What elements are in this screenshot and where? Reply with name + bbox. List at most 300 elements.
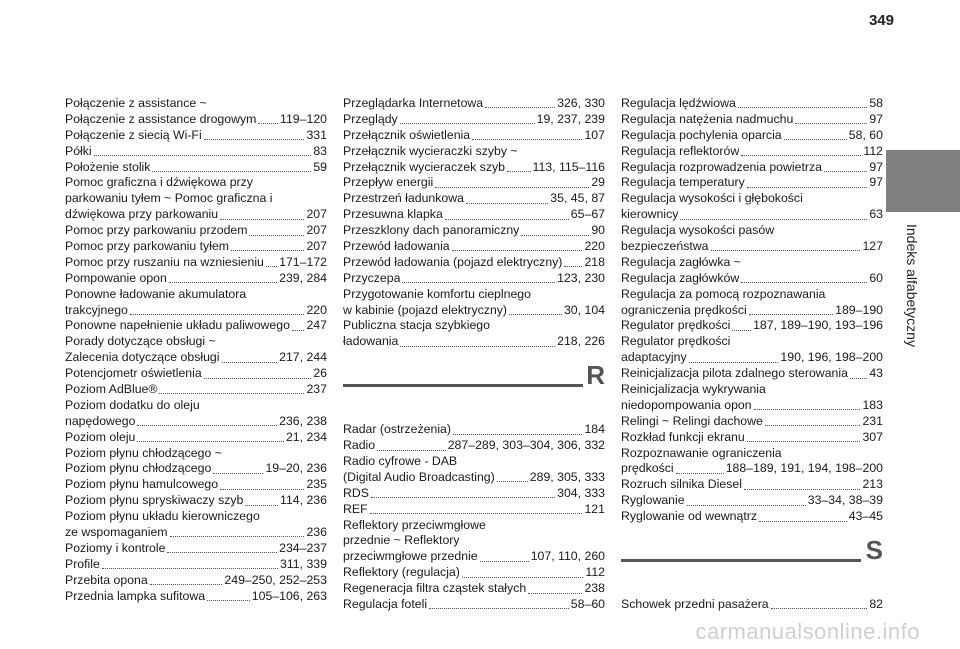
index-entry-line: Porady dotyczące obsługi ~ [65,334,216,349]
entry-pages: 238 [584,581,605,596]
entry-pages: 183 [862,397,883,412]
entry-term: Regulacja zagłówków [621,270,740,285]
index-entry [65,255,327,271]
section-rule [621,559,861,562]
entry-term: Przepływ energii [343,175,434,190]
entry-term: Przeszklony dach panoramiczny [343,223,520,238]
entry-term: Poziomy i kontrole [65,540,166,555]
dot-leader [564,265,582,267]
entry-term: Reflektory (regulacja) [343,565,460,580]
entry-pages: 21, 234 [285,429,327,444]
index-entry-line: parkowaniu tyłem ~ Pomoc graficzna i [65,191,273,206]
index-entry-line: Ponowne ładowanie akumulatora [65,286,247,301]
entry-pages: 187, 189–190, 193–196 [753,318,883,333]
index-entry-line: przednie ~ Reflektory [343,533,460,548]
entry-pages: 304, 333 [557,485,605,500]
entry-term: Regulacja temperatury [621,175,745,190]
entry-pages: 43 [869,366,883,381]
index-entry-line: Regulacja wysokości pasów [621,223,775,238]
index-entry [343,502,605,518]
index-entry [343,128,605,144]
entry-pages: 123, 230 [557,270,605,285]
index-entry [65,144,327,160]
index-column-2 [343,96,605,613]
index-entries-s [621,597,883,613]
index-entry [343,175,605,191]
entry-pages: 82 [869,597,883,612]
index-entry [343,581,605,597]
entry-term: Relingi ~ Relingi dachowe [621,413,763,428]
dot-leader [231,249,304,251]
dot-leader [445,218,569,220]
dot-leader [747,440,861,442]
dot-leader [480,560,529,562]
entry-term: Ponowne napełnienie układu paliwowego [65,318,290,333]
index-entry [65,303,327,319]
dot-leader [744,488,861,490]
index-entry [343,223,605,239]
dot-leader [452,249,583,251]
dot-leader [152,170,311,172]
index-entry-line: Pomoc graficzna i dźwiękowa przy [65,175,253,190]
entry-term: Ryglowanie od wewnątrz [621,509,758,524]
entry-term: Przewód ładowania [343,239,450,254]
dot-leader [204,377,312,379]
dot-leader [509,313,562,315]
dot-leader [94,154,312,156]
index-entry-line: Radio cyfrowe - DAB [343,454,458,469]
index-entry [343,303,605,319]
index-entry [65,112,327,128]
index-entry [343,549,605,565]
entry-term: Przełącznik oświetlenia [343,127,471,142]
section-letter: S [865,535,883,566]
entry-pages: 207 [306,223,327,238]
index-entry [621,128,883,144]
entry-pages: 239, 284 [279,270,327,285]
entry-term: Radar (ostrzeżenia) [343,422,451,437]
entry-pages: 43–45 [848,509,883,524]
entry-term: Połączenie z assistance drogowym [65,111,257,126]
index-entry-line: Połączenie z assistance ~ [65,96,207,110]
entry-pages: 63 [869,207,883,222]
index-entry [343,334,605,350]
dot-leader [371,496,555,498]
entry-term: Potencjometr oświetlenia [65,366,202,381]
index-entry [343,565,605,581]
entry-term: Położenie stolik [65,159,151,174]
side-tab-label: Indeks alfabetyczny [904,224,920,347]
dot-leader [102,567,278,569]
entry-term: Reinicjalizacja pilota zdalnego sterowania [621,366,848,381]
index-entry [65,318,327,334]
dot-leader [402,281,555,283]
entry-term: Regulacja lędźwiowa [621,96,736,110]
entry-term: w kabinie (pojazd elektryczny) [343,302,508,317]
entry-term: prędkości [621,461,674,476]
entry-pages: 247 [306,318,327,333]
entry-pages: 112 [863,143,883,158]
dot-leader [824,170,867,172]
dot-leader [213,472,263,474]
dot-leader [747,186,868,188]
index-entry [621,366,883,382]
entry-pages: 113, 115–116 [532,159,605,174]
dot-leader [784,138,847,140]
index-entry [65,477,327,493]
dot-leader [159,392,304,394]
entry-term: napędowego [65,413,136,428]
entry-term: Ryglowanie [621,493,685,508]
entry-term: Przebita opona [65,572,148,587]
entry-term: ze wspomaganiem [65,525,168,540]
entry-term: Poziom płynu chłodzącego [65,461,212,476]
dot-leader [795,122,867,124]
index-entry [343,239,605,255]
index-entry-line: Regulacja za pomocą rozpoznawania [621,286,826,301]
index-entry-line: Regulacja wysokości i głębokości [621,191,803,206]
index-entry [65,223,327,239]
index-entry [621,144,883,160]
index-entry-line: Reflektory przeciwmgłowe [343,517,486,532]
dot-leader [759,520,847,522]
entry-pages: 58, 60 [848,127,883,142]
dot-leader [169,281,277,283]
entry-term: Przewód ładowania (pojazd elektryczny) [343,254,563,269]
dot-leader [167,551,277,553]
dot-leader [689,361,779,363]
index-entry [621,112,883,128]
dot-leader [771,607,868,609]
entry-pages: 119–120 [280,111,327,126]
entry-pages: 287–289, 303–304, 306, 332 [447,438,605,453]
entry-pages: 114, 236 [280,493,327,508]
index-entry [65,541,327,557]
dot-leader [521,234,589,236]
entry-term: Poziom AdBlue® [65,382,158,397]
entry-term: Poziom płynu hamulcowego [65,477,219,492]
index-entry-line: Poziom płynu układu kierowniczego [65,509,260,524]
index-entry [621,509,883,525]
entry-term: Profile [65,556,100,571]
entry-term: Przeglądy [343,111,398,126]
index-entry [343,160,605,176]
entry-term: Pompowanie opon [65,270,167,285]
index-entry-line: Reinicjalizacja wykrywania [621,382,766,397]
dot-leader [429,607,569,609]
entry-term: Regulator prędkości [621,318,731,333]
entry-term: Przeglądarka Internetowa [343,96,484,110]
entry-pages: 29 [591,175,605,190]
entry-pages: 26 [313,366,327,381]
dot-leader [472,138,582,140]
entry-term: Pomoc przy parkowaniu tyłem [65,239,230,254]
dot-leader [528,592,582,594]
dot-leader [400,122,535,124]
dot-leader [292,329,305,331]
entry-pages: 289, 305, 333 [529,469,605,484]
entry-pages: 19–20, 236 [265,461,327,476]
index-entry [621,350,883,366]
index-entry [65,366,327,382]
entry-pages: 59 [313,159,327,174]
index-entry-line: Regulacja zagłówka ~ [621,254,741,269]
entry-pages: 311, 339 [280,556,327,571]
index-entry [65,160,327,176]
index-entry [65,461,327,477]
dot-leader [485,106,555,108]
entry-pages: 235 [306,477,327,492]
entry-term: Rozkład funkcji ekranu [621,429,745,444]
index-entry [621,96,883,112]
dot-leader [400,345,555,347]
entry-term: Półki [65,143,92,158]
dot-leader [220,488,304,490]
dot-leader [749,313,833,315]
entry-pages: 236 [306,525,327,540]
entry-pages: 97 [869,159,883,174]
index-entry-line: Przełącznik wycieraczki szyby ~ [343,143,518,158]
index-entries-r-continued [621,96,883,525]
entry-pages: 218 [584,254,605,269]
index-entry [343,486,605,502]
entry-term: przeciwmgłowe przednie [343,549,478,564]
entry-pages: 58 [869,96,883,110]
entry-pages: 83 [313,143,327,158]
entry-pages: 65–67 [570,207,605,222]
entry-term: niedopompowania opon [621,397,752,412]
entry-term: Przyczepa [343,270,401,285]
dot-leader [222,361,278,363]
index-entry [343,255,605,271]
index-entry [65,271,327,287]
entry-pages: 237 [306,382,327,397]
dot-leader [204,138,305,140]
index-column-1 [65,96,327,605]
entry-pages: 97 [869,111,883,126]
index-entry [343,112,605,128]
dot-leader [370,512,583,514]
index-entry [621,398,883,414]
entry-pages: 90 [591,223,605,238]
index-entry [65,350,327,366]
entry-pages: 60 [869,270,883,285]
entry-pages: 30, 104 [563,302,605,317]
entry-pages: 207 [306,207,327,222]
entry-term: (Digital Audio Broadcasting) [343,469,495,484]
dot-leader [765,424,861,426]
entry-term: kierownicy [621,207,679,222]
entry-term: Przednia lampka sufitowa [65,588,206,603]
entry-term: Poziom płynu spryskiwaczy szyb [65,493,244,508]
index-entry [343,597,605,613]
entry-term: Schowek przedni pasażera [621,597,769,612]
dot-leader [435,186,589,188]
dot-leader [507,170,531,172]
entry-pages: 307 [862,429,883,444]
entry-term: RDS [343,485,369,500]
dot-leader [137,440,284,442]
entry-pages: 218, 226 [557,334,605,349]
dot-leader [738,106,867,108]
entry-term: Pomoc przy ruszaniu na wzniesieniu [65,254,264,269]
entry-term: Regulacja reflektorów [621,143,740,158]
entry-pages: 220 [584,239,605,254]
index-entry [621,430,883,446]
entry-pages: 171–172 [279,254,327,269]
index-entry [65,573,327,589]
entry-pages: 112 [585,565,605,580]
dot-leader [850,377,867,379]
index-entry [65,493,327,509]
index-entries-r [343,422,605,613]
index-entry [65,557,327,573]
dot-leader [680,218,867,220]
entry-term: Regulacja natężenia nadmuchu [621,111,794,126]
index-entry-line: Regulator prędkości [621,334,731,349]
dot-leader [207,599,250,601]
index-entry [65,382,327,398]
index-entry [343,207,605,223]
index-entry [621,493,883,509]
index-entry-line: Rozpoznawanie ograniczenia [621,445,782,460]
entry-pages: 220 [306,302,327,317]
index-entry [343,470,605,486]
section-letter: R [586,360,605,391]
index-entry-line: Przygotowanie komfortu cieplnego [343,286,531,301]
dot-leader [150,583,223,585]
index-entry-line: Poziom dodatku do oleju [65,397,200,412]
dot-leader [741,154,861,156]
entry-pages: 35, 45, 87 [550,191,605,206]
entry-term: Radio [343,438,376,453]
dot-leader [676,472,724,474]
entry-term: Poziom oleju [65,429,136,444]
entry-pages: 207 [306,239,327,254]
dot-leader [258,122,278,124]
entry-pages: 189–190 [835,302,883,317]
index-entry [343,438,605,454]
dot-leader [245,504,278,506]
index-entry [621,477,883,493]
dot-leader [497,480,528,482]
entry-term: ograniczenia prędkości [621,302,747,317]
index-entry [65,525,327,541]
entry-term: trakcyjnego [65,302,128,317]
index-entry [65,128,327,144]
entry-pages: 121 [584,501,605,516]
index-entry-line: Publiczna stacja szybkiego [343,318,490,333]
entry-pages: 249–250, 252–253 [224,572,327,587]
index-entry [65,239,327,255]
dot-leader [137,424,277,426]
entry-term: Przełącznik wycieraczek szyb [343,159,505,174]
dot-leader [377,449,446,451]
entry-term: Przestrzeń ładunkowa [343,191,464,206]
section-header-s [621,535,883,579]
dot-leader [732,329,751,331]
entry-term: Przesuwna klapka [343,207,443,222]
entry-pages: 33–34, 38–39 [807,493,883,508]
entry-pages: 234–237 [279,540,327,555]
index-entry [621,160,883,176]
entry-pages: 105–106, 263 [251,588,327,603]
entry-pages: 127 [862,239,883,254]
index-entry [621,303,883,319]
dot-leader [462,576,584,578]
entry-pages: 184 [584,422,605,437]
watermark: carmanualsonline.info [695,619,920,644]
dot-leader [266,265,277,267]
entry-term: Regulacja pochylenia oparcia [621,127,782,142]
entry-term: Regulacja rozprowadzenia powietrza [621,159,822,174]
entry-term: bezpieczeństwa [621,239,709,254]
entry-pages: 217, 244 [279,350,327,365]
index-entry [621,175,883,191]
entry-term: ładowania [343,334,399,349]
entry-pages: 331 [306,127,327,142]
dot-leader [687,504,806,506]
index-entry [343,191,605,207]
index-entry [621,597,883,613]
entry-pages: 188–189, 191, 194, 198–200 [725,461,883,476]
entry-term: Regulacja foteli [343,597,428,612]
dot-leader [130,313,305,315]
index-entry-line: Poziom płynu chłodzącego ~ [65,445,222,460]
entry-term: Zalecenia dotyczące obsługi [65,350,220,365]
entry-term: Rozruch silnika Diesel [621,477,742,492]
index-entry [65,430,327,446]
index-entry [65,414,327,430]
entry-pages: 107, 110, 260 [530,549,605,564]
section-header-r [343,360,605,404]
entry-pages: 236, 238 [279,413,327,428]
index-entry [343,422,605,438]
page-number: 349 [868,12,894,29]
index-entry [621,239,883,255]
index-entry [65,207,327,223]
entry-pages: 97 [869,175,883,190]
index-entry [65,589,327,605]
entry-term: Połączenie z siecią Wi-Fi [65,127,202,142]
entry-term: Regeneracja filtra cząstek stałych [343,581,527,596]
index-entry [343,96,605,112]
entry-pages: 190, 196, 198–200 [780,350,883,365]
entry-pages: 326, 330 [557,96,605,110]
entry-pages: 58–60 [570,597,605,612]
dot-leader [741,281,867,283]
dot-leader [453,433,582,435]
entry-term: dźwiękowa przy parkowaniu [65,207,219,222]
index-column-3 [621,96,883,613]
entry-pages: 231 [862,413,883,428]
entry-pages: 19, 237, 239 [536,111,605,126]
index-entry [621,318,883,334]
dot-leader [220,218,304,220]
dot-leader [754,408,861,410]
entry-term: Pomoc przy parkowaniu przodem [65,223,248,238]
section-rule [343,384,583,387]
entry-term: REF [343,501,368,516]
index-entry [621,207,883,223]
index-entry [621,461,883,477]
dot-leader [466,202,548,204]
side-tab-block [886,150,960,212]
entry-pages: 107 [584,127,605,142]
dot-leader [711,249,861,251]
index-entry [621,414,883,430]
index-entry [621,271,883,287]
